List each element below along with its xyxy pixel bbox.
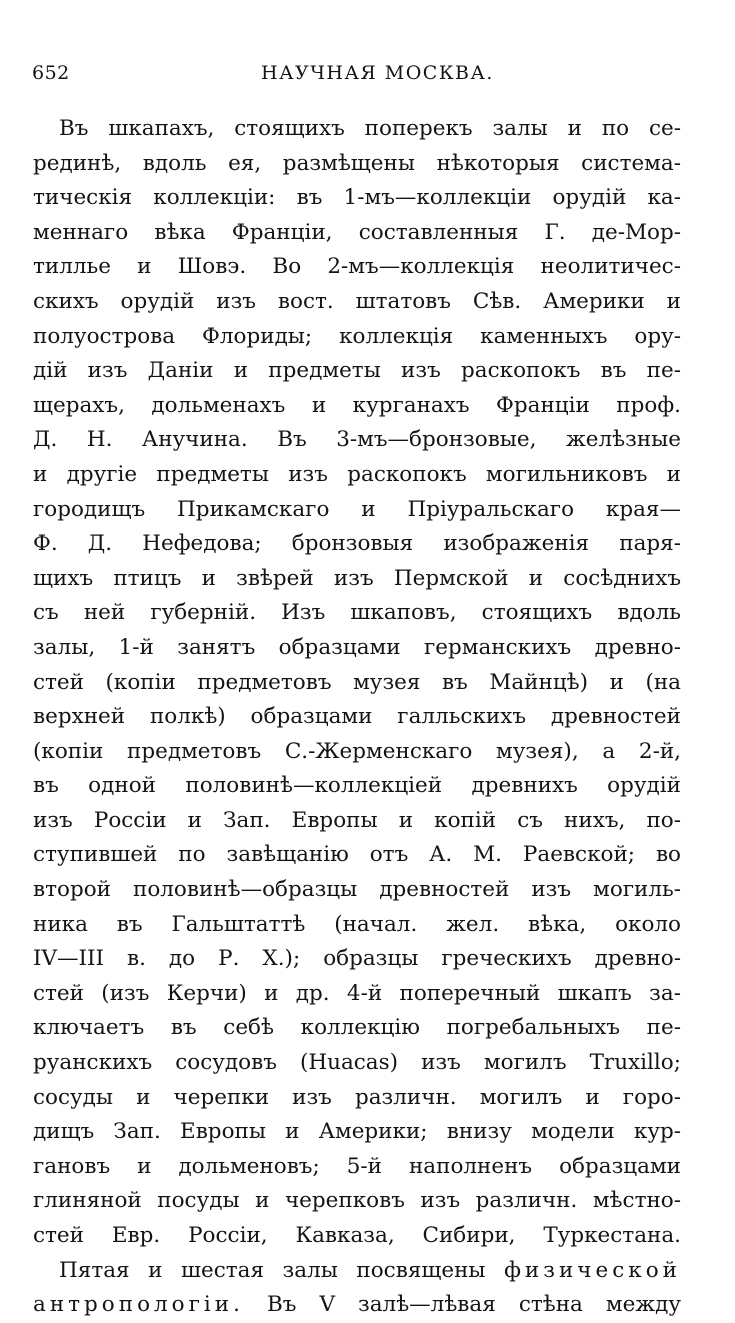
text-line: и другіе предметы изъ раскопокъ могильниковъ и	[33, 461, 681, 487]
text-line: щерахъ, дольменахъ и курганахъ Франціи проф.	[33, 392, 681, 418]
text-line: тиллье и Шовэ. Во 2-мъ—коллекція неолитичес-	[33, 254, 681, 280]
spaced-emphasis-text: антропологіи.	[33, 1292, 244, 1318]
text-segment: Въ V залѣ—лѣвая стѣна между	[266, 1292, 681, 1318]
text-line: рединѣ, вдоль ея, размѣщены нѣкоторыя система-	[33, 150, 681, 176]
text-line: дищъ Зап. Европы и Америки; внизу модели кур-	[33, 1119, 681, 1145]
text-line: стей (копіи предметовъ музея въ Майнцѣ) и (на	[33, 669, 681, 695]
text-line: залы, 1-й занятъ образцами германскихъ древно-	[33, 634, 681, 660]
text-line: (копіи предметовъ С.-Жерменскаго музея), а 2-й,	[33, 738, 681, 764]
text-line: дій изъ Даніи и предметы изъ раскопокъ въ пе-	[33, 358, 681, 384]
text-line: ника въ Гальштаттѣ (начал. жел. вѣка, около	[33, 911, 681, 937]
text-line: ступившей по завѣщанію отъ А. М. Раевской; во	[33, 842, 681, 868]
text-line: изъ Россіи и Зап. Европы и копій съ нихъ, по-	[33, 807, 681, 833]
text-line: второй половинѣ—образцы древностей изъ могиль-	[33, 877, 681, 903]
running-title: НАУЧНАЯ МОСКВА.	[261, 62, 494, 84]
paragraph-continuation-line	[33, 1288, 681, 1323]
text-line: щихъ птицъ и звѣрей изъ Пермской и сосѣднихъ	[33, 565, 681, 591]
page-number: 652	[32, 62, 70, 84]
text-line: верхней полкѣ) образцами галльскихъ древностей	[33, 704, 681, 730]
text-line: IV—III в. до Р. Х.); образцы греческихъ древно-	[33, 946, 681, 972]
text-line: Ф. Д. Нефедова; бронзовыя изображенія паря-	[33, 531, 681, 557]
text-line: меннаго вѣка Франціи, составленныя Г. де-Мор-	[33, 219, 681, 245]
text-line: Д. Н. Анучина. Въ 3-мъ—бронзовые, желѣзные	[33, 427, 681, 453]
text-line: сосуды и черепки изъ различн. могилъ и горо-	[33, 1084, 681, 1110]
paragraph-opening-line	[33, 1254, 681, 1289]
text-line: тическія коллекціи: въ 1-мъ—коллекціи орудій ка-	[33, 185, 681, 211]
text-line: стей Евр. Россіи, Кавказа, Сибири, Туркестана.	[33, 1223, 681, 1248]
text-line: городищъ Прикамскаго и Пріуральскаго края—	[33, 496, 681, 522]
text-line: съ ней губерній. Изъ шкаповъ, стоящихъ вдоль	[33, 600, 681, 626]
text-line: полуострова Флориды; коллекція каменныхъ ору-	[33, 323, 681, 349]
text-line: ключаетъ въ себѣ коллекцію погребальныхъ пе-	[33, 1015, 681, 1041]
text-line: въ одной половинѣ—коллекціей древнихъ орудій	[33, 773, 681, 799]
text-line: Въ шкапахъ, стоящихъ поперекъ залы и по се-	[59, 116, 681, 141]
body-text	[33, 112, 681, 1323]
text-line: глиняной посуды и черепковъ изъ различн. мѣстно-	[33, 1188, 681, 1214]
spaced-emphasis-text: физической	[504, 1257, 681, 1283]
text-line: стей (изъ Керчи) и др. 4-й поперечный шкапъ за-	[33, 980, 681, 1006]
text-line: руанскихъ сосудовъ (Huacas) изъ могилъ Truxillo;	[33, 1050, 681, 1076]
text-line: скихъ орудій изъ вост. штатовъ Сѣв. Америки и	[33, 288, 681, 314]
text-segment: Пятая и шестая залы посвящены	[59, 1257, 486, 1283]
text-line: гановъ и дольменовъ; 5-й наполненъ образцами	[33, 1153, 681, 1179]
